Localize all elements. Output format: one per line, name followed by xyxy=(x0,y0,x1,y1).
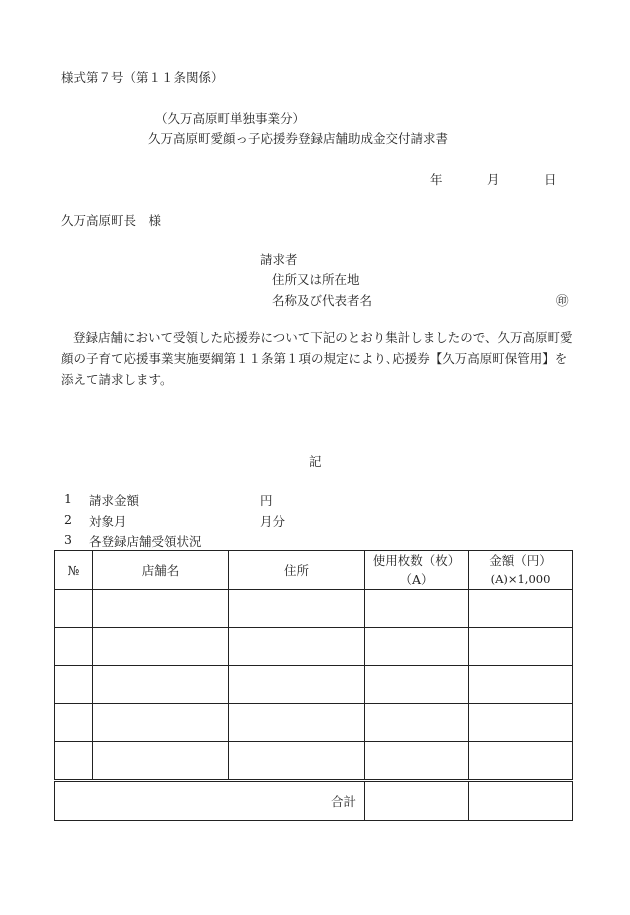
cell-amount[interactable] xyxy=(469,628,573,666)
cell-address[interactable] xyxy=(229,590,365,628)
cell-store-name[interactable] xyxy=(93,666,229,704)
header-amount-line1: 金額（円） xyxy=(489,553,552,568)
store-receipt-table xyxy=(54,550,573,821)
header-count-line1: 使用枚数（枚） xyxy=(372,553,461,568)
cell-store-name[interactable] xyxy=(93,590,229,628)
form-subtitle: （久万高原町単独事業分） xyxy=(155,111,306,126)
cell-no[interactable] xyxy=(55,704,93,742)
item-unit: 月分 xyxy=(260,514,286,529)
date-day-label: 日 xyxy=(544,172,557,187)
claimant-name-label: 名称及び代表者名 xyxy=(272,293,373,308)
total-label: 合計 xyxy=(55,781,365,821)
table-row xyxy=(55,742,573,781)
cell-amount[interactable] xyxy=(469,666,573,704)
form-title: 久万高原町愛顔っ子応援券登録店舗助成金交付請求書 xyxy=(148,131,449,146)
cell-no[interactable] xyxy=(55,742,93,781)
item-number: 2 xyxy=(64,512,72,527)
item-label: 各登録店舗受領状況 xyxy=(89,534,202,549)
ki-heading: 記 xyxy=(309,454,322,469)
cell-address[interactable] xyxy=(229,742,365,781)
cell-address[interactable] xyxy=(229,666,365,704)
cell-count[interactable] xyxy=(365,666,469,704)
cell-store-name[interactable] xyxy=(93,628,229,666)
item-label: 請求金額 xyxy=(89,493,140,508)
cell-address[interactable] xyxy=(229,628,365,666)
cell-count[interactable] xyxy=(365,704,469,742)
total-amount-cell[interactable] xyxy=(469,781,573,821)
cell-amount[interactable] xyxy=(469,704,573,742)
header-count xyxy=(365,551,469,590)
table-total-row xyxy=(55,781,573,821)
cell-no[interactable] xyxy=(55,628,93,666)
cell-amount[interactable] xyxy=(469,590,573,628)
table-header-row xyxy=(55,551,573,590)
header-store-name: 店舗名 xyxy=(93,551,229,590)
cell-store-name[interactable] xyxy=(93,704,229,742)
item-number: 1 xyxy=(64,491,72,506)
request-body-text: 登録店舗において受領した応援券について下記のとおり集計しましたので、久万高原町愛顔の子育て応援事業実施要綱第１１条第１項の規定により､応援券【久万高原町保管用】を添えて請求します。 xyxy=(61,330,573,387)
claimant-address-label: 住所又は所在地 xyxy=(272,272,360,287)
item-number: 3 xyxy=(64,532,72,547)
cell-store-name[interactable] xyxy=(93,742,229,781)
header-address: 住所 xyxy=(229,551,365,590)
addressee: 久万高原町長 様 xyxy=(61,213,162,228)
date-year-label: 年 xyxy=(430,172,443,187)
header-no: № xyxy=(55,551,93,590)
header-amount-line2: (A)×1,000 xyxy=(490,572,551,586)
table-row xyxy=(55,590,573,628)
cell-count[interactable] xyxy=(365,628,469,666)
claimant-label: 請求者 xyxy=(260,252,298,267)
header-count-line2: （A） xyxy=(399,572,434,587)
item-label: 対象月 xyxy=(89,514,127,529)
total-count-cell[interactable] xyxy=(365,781,469,821)
cell-address[interactable] xyxy=(229,704,365,742)
cell-count[interactable] xyxy=(365,742,469,781)
form-number: 様式第７号（第１１条関係） xyxy=(61,70,224,85)
cell-no[interactable] xyxy=(55,590,93,628)
seal-mark: ㊞ xyxy=(556,293,569,308)
table-row xyxy=(55,704,573,742)
table-row xyxy=(55,628,573,666)
table-row xyxy=(55,666,573,704)
cell-count[interactable] xyxy=(365,590,469,628)
cell-amount[interactable] xyxy=(469,742,573,781)
cell-no[interactable] xyxy=(55,666,93,704)
date-month-label: 月 xyxy=(487,172,500,187)
item-unit: 円 xyxy=(260,493,273,508)
header-amount xyxy=(469,551,573,590)
